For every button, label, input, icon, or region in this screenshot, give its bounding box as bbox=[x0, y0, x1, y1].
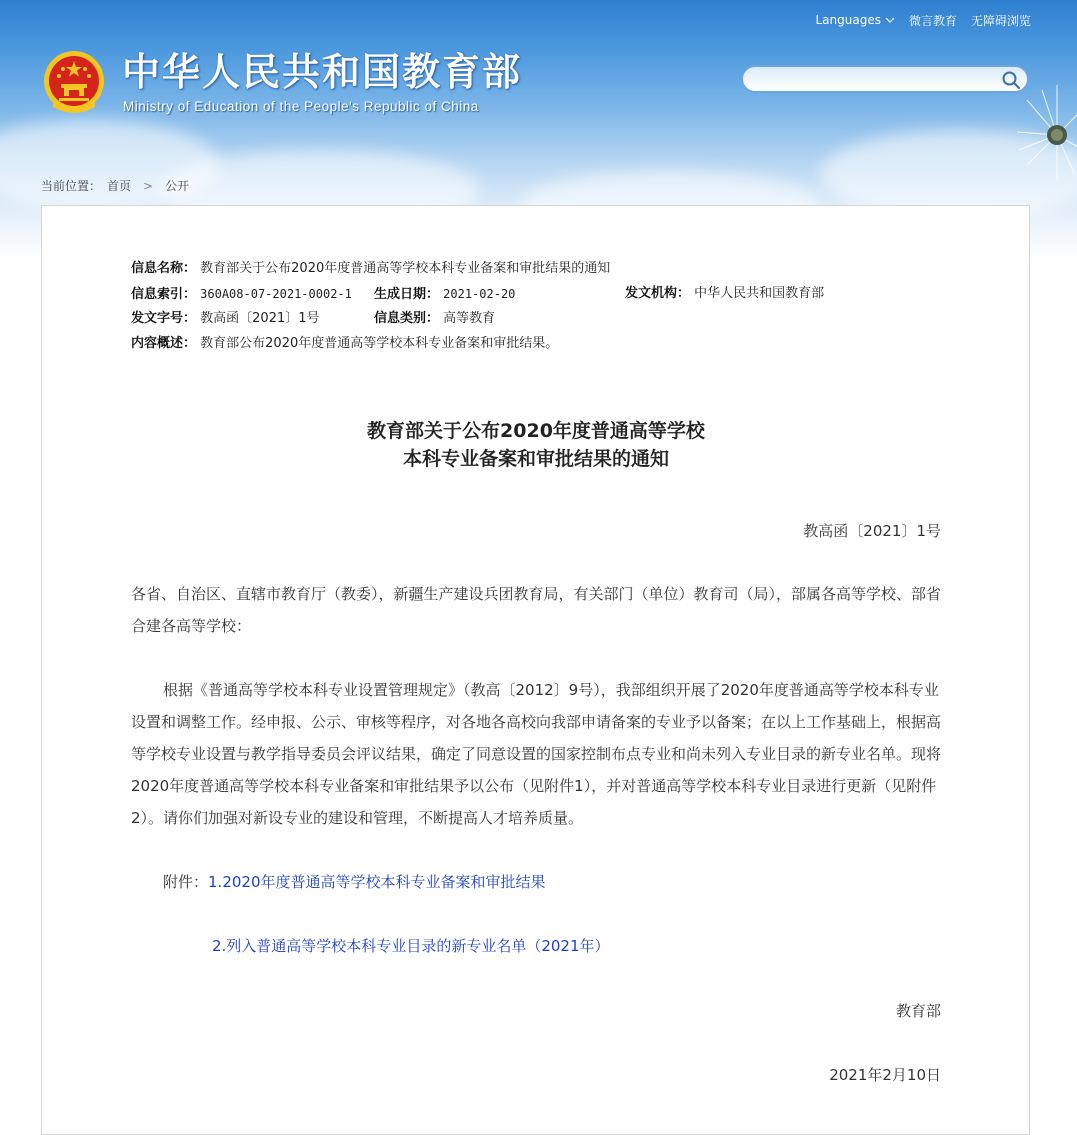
document-signer: 教育部 bbox=[895, 1002, 941, 1020]
info-summary-value: 教育部公布2020年度普通高等学校本科专业备案和审批结果。 bbox=[200, 336, 559, 351]
info-category-label: 信息类别： bbox=[374, 311, 440, 326]
search-icon[interactable] bbox=[1001, 70, 1021, 90]
breadcrumb bbox=[41, 177, 189, 194]
info-docno-value: 教高函〔2021〕1号 bbox=[200, 311, 320, 326]
info-index-label: 信息索引： bbox=[131, 287, 197, 302]
info-org-label: 发文机构： bbox=[625, 286, 691, 301]
weixin-link[interactable]: 微言教育 bbox=[908, 13, 957, 28]
breadcrumb-separator: > bbox=[143, 178, 154, 193]
chevron-down-icon bbox=[885, 16, 895, 24]
breadcrumb-home[interactable]: 首页 bbox=[107, 179, 132, 193]
breadcrumb-public[interactable]: 公开 bbox=[165, 179, 190, 193]
search-box bbox=[741, 65, 1029, 93]
info-summary-label: 内容概述： bbox=[131, 336, 197, 351]
site-subtitle: Ministry of Education of the People's Republic of China bbox=[123, 99, 479, 114]
languages-label: Languages bbox=[815, 13, 881, 27]
attachment-prefix: 附件： bbox=[163, 873, 209, 891]
document-title-line2: 本科专业备案和审批结果的通知 bbox=[402, 448, 669, 470]
document-title-line1: 教育部关于公布2020年度普通高等学校 bbox=[367, 420, 705, 442]
breadcrumb-prefix: 当前位置： bbox=[41, 179, 102, 193]
document-recipients: 各省、自治区、直辖市教育厅（教委），新疆生产建设兵团教育局，有关部门（单位）教育司（局），部属各高等学校、部省合建各高等学校： bbox=[131, 585, 942, 635]
document-body: 根据《普通高等学校本科专业设置管理规定》（教高〔2012〕9号），我部组织开展了2020年度普通高等学校本科专业设置和调整工作。经申报、公示、审核等程序，对各地各高校向我部申请备案的专业予以备案；在以上工作基础上，根据高等学校专业设置与教学指导委员会评议结果，确定了同意设置的国家控制布点专业和尚未列入专业目录的新专业名单。现将2020年度普通高等学校本科专业备案和审批结果予以公布（见附件1），并对普通高等学校本科专业目录进行更新（见附件2）。请你们加强对新设专业的建设和管理，不断提高人才培养质量。 bbox=[131, 681, 942, 827]
info-date-label: 生成日期： bbox=[374, 287, 440, 302]
info-name-label: 信息名称： bbox=[131, 261, 197, 276]
national-emblem-icon[interactable] bbox=[43, 49, 105, 115]
info-docno-label: 发文字号： bbox=[131, 311, 197, 326]
search-input[interactable] bbox=[755, 70, 999, 92]
site-title[interactable]: 中华人民共和国教育部 bbox=[122, 50, 523, 94]
info-category-value: 高等教育 bbox=[443, 311, 496, 326]
languages-dropdown[interactable] bbox=[815, 13, 894, 27]
document-number: 教高函〔2021〕1号 bbox=[803, 522, 941, 540]
info-org-value: 中华人民共和国教育部 bbox=[694, 286, 825, 301]
top-links bbox=[815, 11, 1031, 29]
accessibility-link[interactable]: 无障碍浏览 bbox=[970, 13, 1031, 28]
info-index-value: 360A08-07-2021-0002-1 bbox=[200, 287, 352, 301]
document-date: 2021年2月10日 bbox=[829, 1066, 941, 1084]
info-name-value: 教育部关于公布2020年度普通高等学校本科专业备案和审批结果的通知 bbox=[200, 261, 611, 276]
info-date-value: 2021-02-20 bbox=[443, 287, 516, 301]
attachment-link-2[interactable]: 2.列入普通高等学校本科专业目录的新专业名单（2021年） bbox=[212, 937, 610, 955]
attachment-row-2 bbox=[212, 932, 610, 960]
attachment-row-1 bbox=[163, 868, 546, 896]
attachment-link-1[interactable]: 1.2020年度普通高等学校本科专业备案和审批结果 bbox=[208, 873, 546, 891]
document-title bbox=[131, 417, 941, 473]
